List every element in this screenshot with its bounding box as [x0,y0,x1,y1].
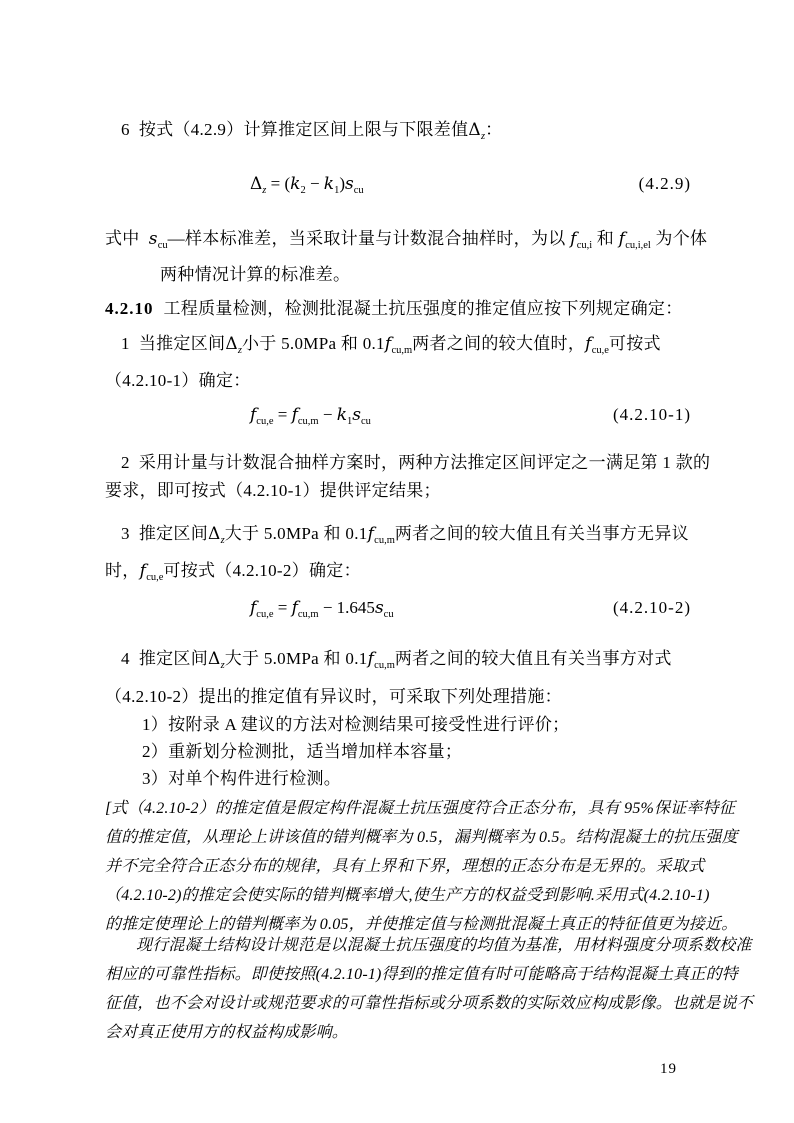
delta-subscript: z [220,660,225,671]
item-number: 4 [121,649,130,668]
item-text: 时， [105,561,140,580]
delta-symbol: Δ [208,649,221,669]
clause-number: 4.2.10 [105,299,154,318]
delta-subscript: z [220,535,225,546]
delta-symbol: Δ [225,334,238,354]
var-f: f [367,649,375,669]
commentary-line: 会对真正使用方的权益构成影响。 [105,1024,349,1041]
delta-symbol: Δ [468,120,481,140]
sub-cue: cu,e [256,416,274,427]
var-s: s [374,598,384,618]
measure-2: 2）重新划分检测批，适当增加样本容量； [142,742,463,761]
var-f: f [367,524,375,544]
item-number: 2 [121,453,130,472]
sub-cue: cu,e [146,572,164,583]
commentary-line: 的推定使理论上的错判概率为 0.05，并使推定值与检测批混凝土真正的特征值更为接近。 [105,916,738,933]
formula-label-4-2-10-1: (4.2.10-1) [613,405,691,424]
sub-cu: cu [383,609,394,620]
clause-item-4 [105,647,691,678]
shizhong-label: 式中 [105,229,140,248]
formula-4-2-10-1 [250,405,371,427]
commentary-line: 现行混凝土结构设计规范是以混凝土抗压强度的均值为基准，用材料强度分项系数校准 [136,937,752,954]
commentary-line: 相应的可靠性指标。即使按照(4.2.10-1)得到的推定值有时可能略高于结构混凝土真正的特 [105,966,738,983]
item-text: 可按式（4.2.10-2）确定： [163,561,361,580]
item-number: 6 [121,120,130,139]
var-k: k [336,405,347,425]
clause-item-1 [105,332,691,363]
formula-4-2-9-row [105,174,691,196]
var-f: f [250,598,257,618]
delta-symbol: Δ [208,524,221,544]
measure-1: 1）按附录 A 建议的方法对检测结果可接受性进行评价； [142,715,570,734]
clause-item-6 [105,118,691,149]
symbol-explanation [105,224,708,261]
var-f: f [384,334,392,354]
minus-coefficient: − 1.645 [318,598,375,617]
var-f: f [139,561,147,581]
commentary-paragraph-2 [105,931,754,1047]
var-f: f [291,598,298,618]
item-text: 小于 5.0MPa 和 0.1 [241,334,385,353]
clause-item-2 [105,451,711,475]
delta-symbol: Δ [250,174,263,194]
var-s: s [148,229,158,249]
item-text: 可按式 [608,334,661,353]
sub-cum: cu,m [374,660,395,671]
clause-4-2-10-heading [105,297,691,321]
commentary-line: （4.2.10-2)的推定会使实际的错判概率增大,使生产方的权益受到影响.采用式(4.2.10-1) [105,887,710,904]
equals-sign: = [273,598,292,617]
item-text: 推定区间 [138,524,209,543]
sub-cum: cu,m [297,609,319,620]
item-text: 采用计量与计数混合抽样方案时，两种方法推定区间评定之一满足第 1 款的 [138,453,711,472]
sub-cui: cu,i [576,240,593,251]
clause-item-2-line2: 要求，即可按式（4.2.10-1）提供评定结果； [105,481,441,500]
item-text: 两者之间的较大值且有关当事方对式 [394,649,672,668]
var-f: f [291,405,298,425]
var-f: f [570,229,577,249]
sub-cue: cu,e [591,345,609,356]
item-text-colon: ： [485,120,503,139]
explanation-tail: 为个体 [650,229,708,248]
sub-cue: cu,e [256,609,274,620]
clause-text: 工程质量检测，检测批混凝土抗压强度的推定值应按下列规定确定： [163,299,683,318]
equals-open-paren: = ( [266,174,291,193]
item-text: 当推定区间 [138,334,226,353]
var-k: k [290,174,301,194]
delta-subscript: z [262,185,267,196]
sub-2: 2 [300,185,306,196]
close-paren: ) [339,174,346,193]
item-text: 推定区间 [138,649,209,668]
sub-cum: cu,m [297,416,319,427]
delta-subscript: z [237,345,242,356]
commentary-line: [式（4.2.10-2）的推定值是假定构件混凝土抗压强度符合正态分布，具有 95%保证率特征 [105,800,736,817]
formula-label-4-2-9: (4.2.9) [638,174,691,193]
sub-cum: cu,m [391,345,413,356]
delta-subscript: z [481,131,486,142]
item-text: 两者之间的较大值且有关当事方无异议 [394,524,689,543]
sub-cu: cu [360,416,371,427]
var-s: s [345,174,354,194]
item-text: 大于 5.0MPa 和 0.1 [224,649,368,668]
item-text: 按式（4.2.9）计算推定区间上限与下限差值 [138,120,469,139]
sub-cum: cu,m [374,535,395,546]
sub-cu: cu [353,185,364,196]
formula-4-2-10-2 [250,598,394,620]
explanation-text: 样本标准差，当采取计量与计数混合抽样时，为以 [184,229,571,248]
clause-item-1-line2: （4.2.10-1）确定： [105,371,251,390]
formula-label-4-2-10-2: (4.2.10-2) [613,598,691,617]
clause-item-3-line2 [105,559,691,590]
var-k: k [323,174,335,194]
var-f: f [618,229,626,249]
var-s: s [352,405,361,425]
commentary-paragraph-1 [105,794,738,939]
and-text: 和 [592,229,619,248]
explanation-continuation: 两种情况计算的标准差。 [160,265,351,284]
item-text: 大于 5.0MPa 和 0.1 [224,524,368,543]
var-f: f [250,405,257,425]
equals-sign: = [273,405,292,424]
commentary-line: 值的推定值，从理论上讲该值的错判概率为 0.5，漏判概率为 0.5。结构混凝土的抗压强度 [105,829,738,846]
item-text: 两者之间的较大值时， [412,334,586,353]
clause-item-4-line2: （4.2.10-2）提出的推定值有异议时，可采取下列处理措施： [105,687,562,706]
formula-4-2-9 [250,174,364,196]
minus-sign: − [305,174,324,193]
em-dash: — [167,229,185,248]
commentary-line: 并不完全符合正态分布的规律，具有上界和下界，理想的正态分布是无界的。采取式 [105,858,705,875]
sub-1: 1 [334,185,340,196]
minus-sign: − [318,405,337,424]
formula-4-2-10-1-row [105,405,691,427]
item-number: 1 [121,334,130,353]
formula-4-2-10-2-row [105,598,691,620]
var-f: f [585,334,592,354]
sub-cu: cu [157,240,168,251]
sub-cuiel: cu,i,el [625,240,651,251]
commentary-line: 征值，也不会对设计或规范要求的可靠性指标或分项系数的实际效应构成影像。也就是说不 [105,995,754,1012]
measure-3: 3）对单个构件进行检测。 [142,769,342,788]
sub-1: 1 [347,416,353,427]
item-number: 3 [121,524,130,543]
clause-item-3 [105,522,691,553]
page-number: 19 [660,1061,677,1077]
